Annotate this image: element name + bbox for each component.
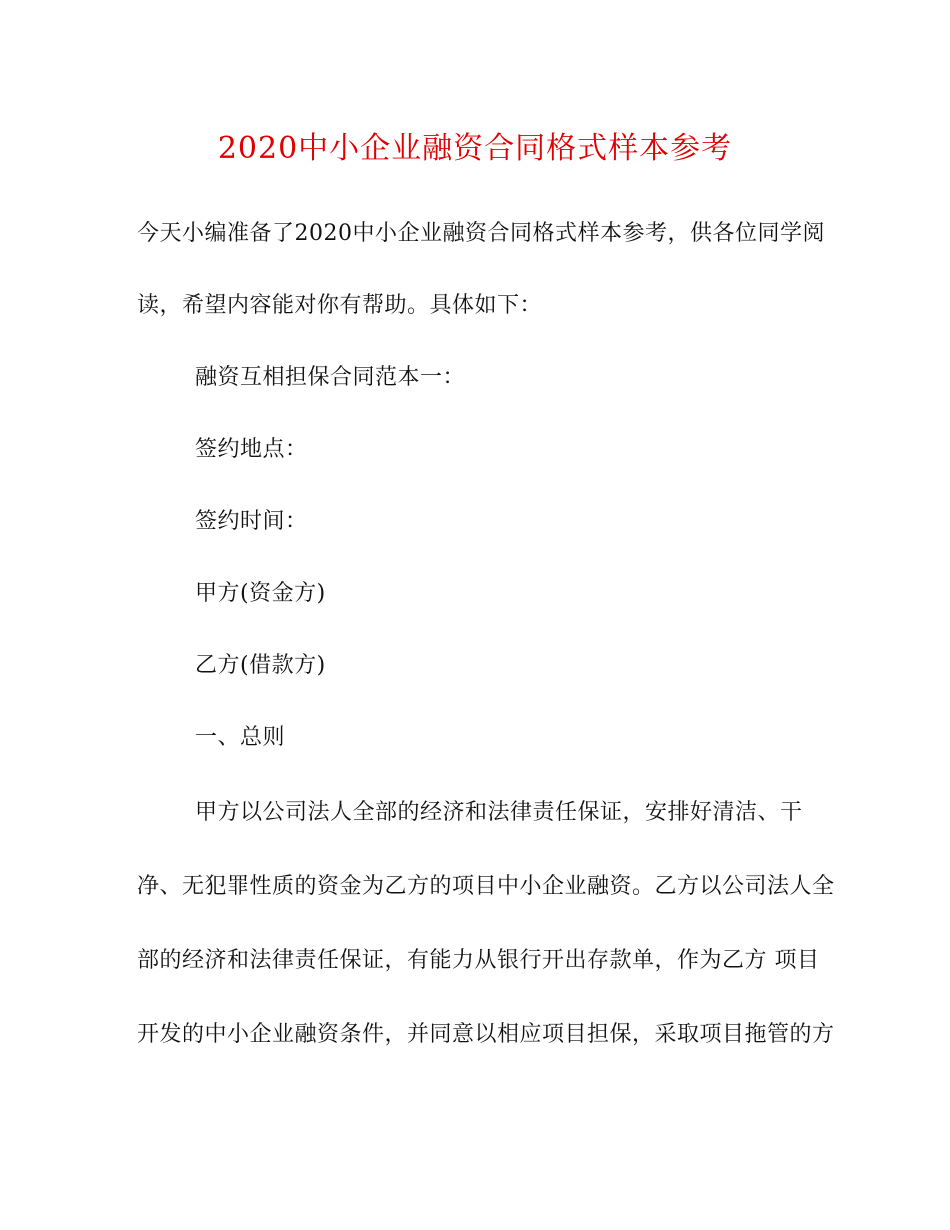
party-b-label: 乙方(借款方) [195, 653, 326, 678]
party-a-label: 甲方(资金方) [195, 581, 326, 606]
body-paragraph-line-2: 净、无犯罪性质的资金为乙方的项目中小企业融资。乙方以公司法人全 [137, 874, 835, 899]
contract-heading: 融资互相担保合同范本一： [195, 365, 466, 390]
intro-line-2: 读，希望内容能对你有帮助。具体如下： [137, 293, 543, 318]
document-title: 2020中小企业融资合同格式样本参考 [217, 131, 733, 166]
intro-line-1: 今天小编准备了2020中小企业融资合同格式样本参考，供各位同学阅 [137, 221, 825, 246]
section-general-heading: 一、总则 [195, 725, 286, 750]
sign-time-label: 签约时间： [195, 509, 308, 534]
body-paragraph-line-1: 甲方以公司法人全部的经济和法律责任保证，安排好清洁、干 [195, 800, 803, 825]
sign-place-label: 签约地点： [195, 437, 308, 462]
body-paragraph-line-4: 开发的中小企业融资条件，并同意以相应项目担保，采取项目拖管的方 [137, 1022, 835, 1047]
body-paragraph-line-3: 部的经济和法律责任保证，有能力从银行开出存款单，作为乙方 项目 [137, 948, 820, 973]
